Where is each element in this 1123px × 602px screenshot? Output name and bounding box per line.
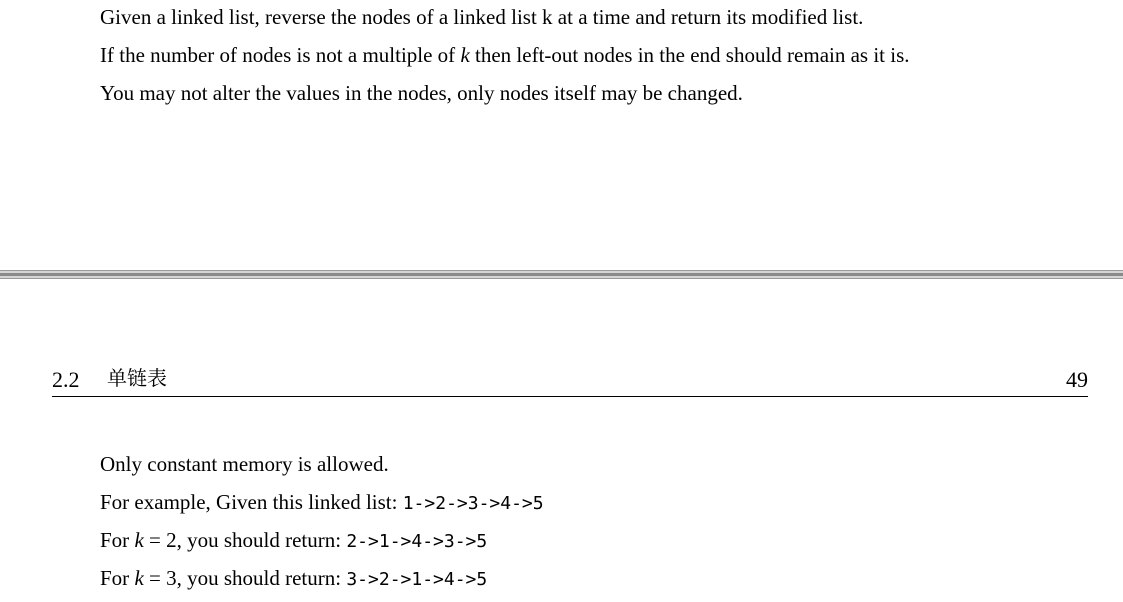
memory-constraint-line xyxy=(100,451,389,477)
previous-page xyxy=(0,0,1123,270)
k2-text-mid: = 2, you should return: xyxy=(143,528,347,552)
example-k3-line xyxy=(100,565,487,593)
page-separator xyxy=(0,270,1123,279)
k2-result-code: 2->1->4->3->5 xyxy=(346,531,488,552)
page-number: 49 xyxy=(1066,367,1088,392)
problem-text: Given a linked list, reverse the nodes of a linked list k at a time and return its modified list. xyxy=(100,5,864,29)
memory-text: Only constant memory is allowed. xyxy=(100,452,389,476)
remainder-text-pre: If the number of nodes is not a multiple of xyxy=(100,43,461,67)
k3-text-mid: = 3, you should return: xyxy=(143,566,347,590)
example-line xyxy=(100,489,544,517)
example-list-code: 1->2->3->4->5 xyxy=(402,493,544,514)
problem-statement-line xyxy=(100,4,863,30)
constraint-text: You may not alter the values in the nodes, only nodes itself may be changed. xyxy=(100,81,743,105)
variable-k: k xyxy=(460,43,470,67)
problem-remainder-line xyxy=(100,42,910,68)
running-header xyxy=(52,362,1088,397)
problem-constraint-line xyxy=(100,80,743,106)
section-title: 单链表 xyxy=(107,366,167,390)
k2-text-pre: For xyxy=(100,528,135,552)
section-number: 2.2 xyxy=(52,367,80,392)
k3-text-pre: For xyxy=(100,566,135,590)
k3-result-code: 3->2->1->4->5 xyxy=(346,569,488,590)
example-text: For example, Given this linked list: xyxy=(100,490,403,514)
variable-k: k xyxy=(134,528,144,552)
example-k2-line xyxy=(100,527,487,555)
remainder-text-post: then left-out nodes in the end should remain as it is. xyxy=(469,43,910,67)
page-separator-shadow xyxy=(0,273,1123,276)
variable-k: k xyxy=(134,566,144,590)
